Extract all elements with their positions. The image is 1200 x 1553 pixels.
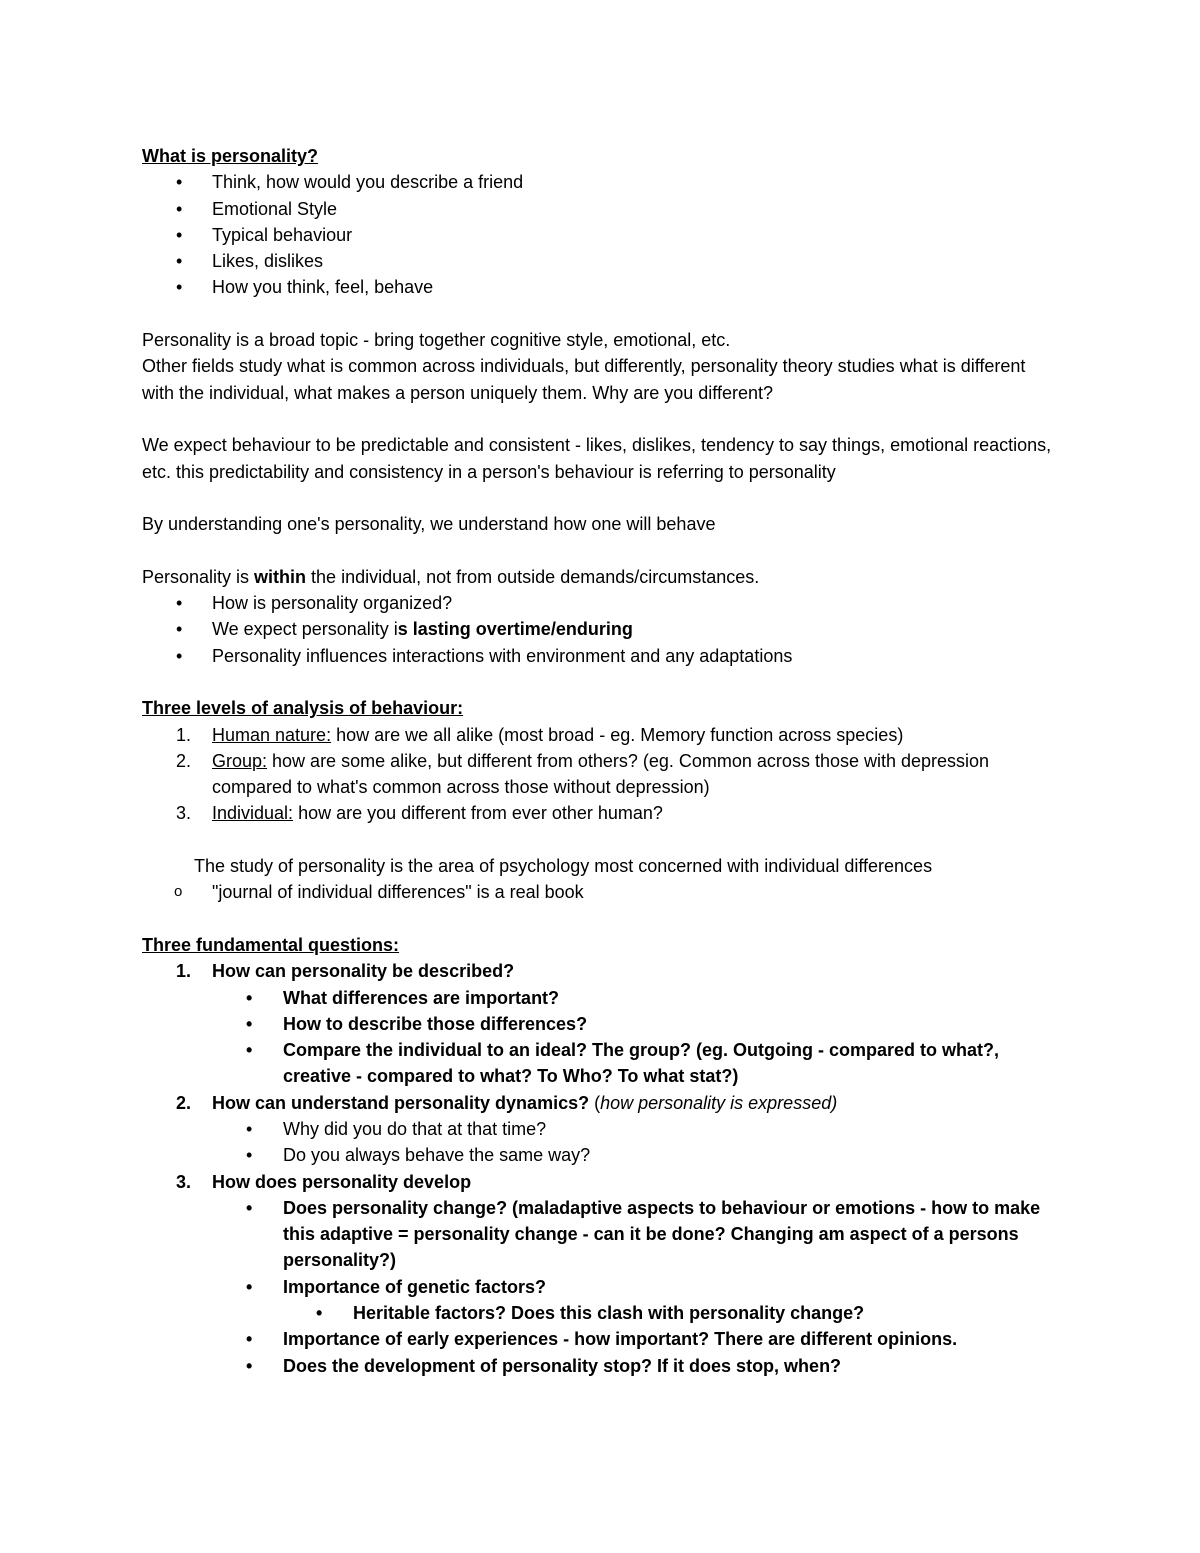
document-body [142,143,1062,1379]
list-item: • Does personality change? (maladaptive aspects to behaviour or emotions - how to make this adaptive = personality change - can it be done? Changing am aspect of a persons personality?) [142,1195,1062,1274]
numbered-item: 3. Individual: how are you different from ever other human? [176,803,663,824]
numbered-item: 2. Group: how are some alike, but different from others? (eg. Common across those with depression compared to what's common across those without depression) [176,750,990,798]
numbered-item: 3. How does personality develop [176,1171,472,1192]
bullet-icon: • [246,1276,253,1297]
list-item: • Heritable factors? Does this clash with personality change? [142,1300,1062,1326]
spacer [142,485,1062,511]
paragraph-line: Personality is a broad topic - bring together cognitive style, emotional, etc. [142,330,731,351]
list-item: • Typical behaviour [142,222,1062,248]
list-item: • Likes, dislikes [142,248,1062,274]
list-item: • How you think, feel, behave [142,274,1062,300]
bullet-icon: • [176,251,183,272]
paragraph: The study of personality is the area of psychology most concerned with individual differences [194,856,933,877]
heading-what-is-personality: What is personality? [142,146,319,166]
paragraph: We expect behaviour to be predictable and consistent - likes, dislikes, tendency to say things, emotional reactions, etc. this predictability and consistency in a person's behaviour is referring to personality [142,435,1052,482]
list-item: • Do you always behave the same way? [142,1142,1062,1168]
bullet-icon: • [176,172,183,193]
numbered-item: 2. How can understand personality dynamics? (how personality is expressed) [176,1092,838,1113]
bullet-icon: • [246,1040,253,1061]
bullet-icon: • [176,224,183,245]
bullet-icon: • [176,619,183,640]
list-item: • Compare the individual to an ideal? The group? (eg. Outgoing - compared to what?, creative - compared to what? To Who? To what stat?) [142,1037,1062,1090]
list-item: • Importance of genetic factors? [142,1274,1062,1300]
bullet-icon: • [246,1329,253,1350]
spacer [142,537,1062,563]
bullet-icon: • [316,1303,323,1324]
spacer [142,301,1062,327]
bullet-icon: • [246,1118,253,1139]
list-item: • Importance of early experiences - how important? There are different opinions. [142,1326,1062,1352]
list-item: • What differences are important? [142,985,1062,1011]
bullet-icon: • [176,645,183,666]
list-item: • Personality influences interactions with environment and any adaptations [142,643,1062,669]
list-item: • We expect personality is lasting overtime/enduring [142,616,1062,642]
bullet-icon: • [246,1355,253,1376]
spacer [142,669,1062,695]
bullet-icon: • [246,987,253,1008]
bullet-icon: • [246,1197,253,1218]
list-item: • How is personality organized? [142,590,1062,616]
bullet-icon: • [176,198,183,219]
bullet-icon: • [176,593,183,614]
list-item: • How to describe those differences? [142,1011,1062,1037]
numbered-item: 1. Human nature: how are we all alike (most broad - eg. Memory function across species) [176,724,904,745]
list-item: o "journal of individual differences" is a real book [142,879,1062,905]
bullet-icon: • [246,1145,253,1166]
list-item: • Emotional Style [142,196,1062,222]
bullet-icon: • [246,1013,253,1034]
paragraph: By understanding one's personality, we understand how one will behave [142,514,716,535]
paragraph: Other fields study what is common across individuals, but differently, personality theory studies what is different with the individual, what makes a person uniquely them. Why are you different? [142,356,1026,403]
spacer [142,827,1062,853]
paragraph: Personality is within the individual, not from outside demands/circumstances. [142,566,760,587]
heading-levels-of-analysis: Three levels of analysis of behaviour: [142,698,464,719]
spacer [142,406,1062,432]
heading-fundamental-questions: Three fundamental questions: [142,934,400,955]
bullet-icon: • [176,277,183,298]
numbered-item: 1. How can personality be described? [176,961,515,982]
circle-bullet-icon: o [174,883,183,901]
list-item: • Think, how would you describe a friend [142,169,1062,195]
list-item: • Does the development of personality stop? If it does stop, when? [142,1353,1062,1379]
list-item: • Why did you do that at that time? [142,1116,1062,1142]
spacer [142,906,1062,932]
